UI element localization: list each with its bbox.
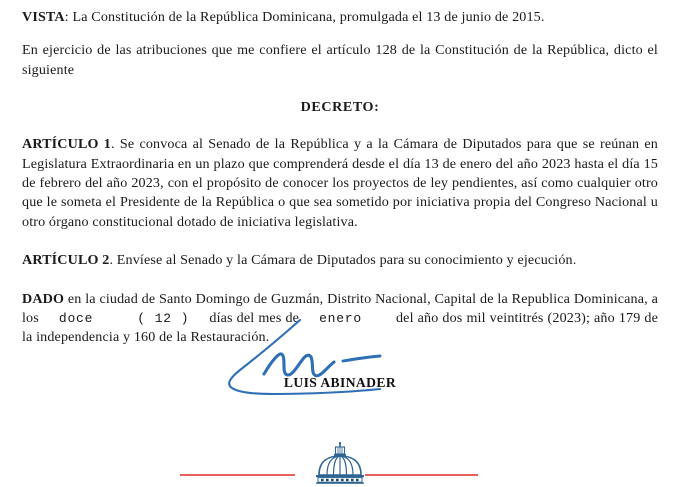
vista-lead: VISTA	[22, 9, 65, 25]
month-field[interactable]: enero	[319, 311, 362, 327]
dado-text-between: días del mes de	[209, 310, 300, 327]
footer-rule-left	[180, 474, 295, 476]
decreto-heading: DECRETO:	[300, 99, 380, 116]
paragraph-ejercicio: En ejercicio de las atribuciones que me confiere el artículo 128 de la Constitución de la República, dicto el siguiente	[22, 42, 658, 78]
footer-rule-right	[365, 474, 478, 476]
articulo-1-text: . Se convoca al Senado de la República y a la Cámara de Diputados para que se reúnan en Legislatura Extraordinaria en un plazo que comprenderá desde el día 13 de enero del año 2023 hasta el día 15 de febrero del año 2023, con el propósito de conocer los proyectos de ley pendientes, así como cualquier otro que le someta el Presidente de la República o que sea sometido por iniciativa propia del Congreso Nacional u otro órgano constitucional dotado de iniciativa legislativa.	[22, 136, 658, 230]
dado-lead: DADO	[22, 290, 65, 307]
paragraph-articulo-2	[22, 232, 658, 270]
dome-emblem-icon	[305, 442, 375, 484]
paragraph-vista	[22, 0, 658, 27]
day-number-field[interactable]: ( 12 )	[137, 311, 190, 327]
dado-text-after: del año dos mil veintitrés (2023); año 179 de la independencia y 160 de la Restauración.	[22, 310, 658, 346]
vista-text: : La Constitución de la República Dominicana, promulgada el 13 de junio de 2015.	[64, 9, 545, 25]
day-word-field[interactable]: doce	[58, 311, 94, 327]
dado-text-before: en la ciudad de Santo Domingo de Guzmán, Distrito Nacional, Capital de la Republica Dominicana, a los	[22, 290, 658, 327]
articulo-1-lead: ARTÍCULO 1	[22, 136, 111, 153]
signature-name-label: LUIS ABINADER	[283, 375, 397, 390]
signature-block	[0, 318, 680, 404]
articulo-2-lead: ARTÍCULO 2	[22, 252, 110, 269]
document-footer	[0, 440, 680, 487]
articulo-2-text: . Envíese al Senado y la Cámara de Diputados para su conocimiento y ejecución.	[109, 252, 577, 269]
paragraph-articulo-1	[22, 116, 658, 232]
